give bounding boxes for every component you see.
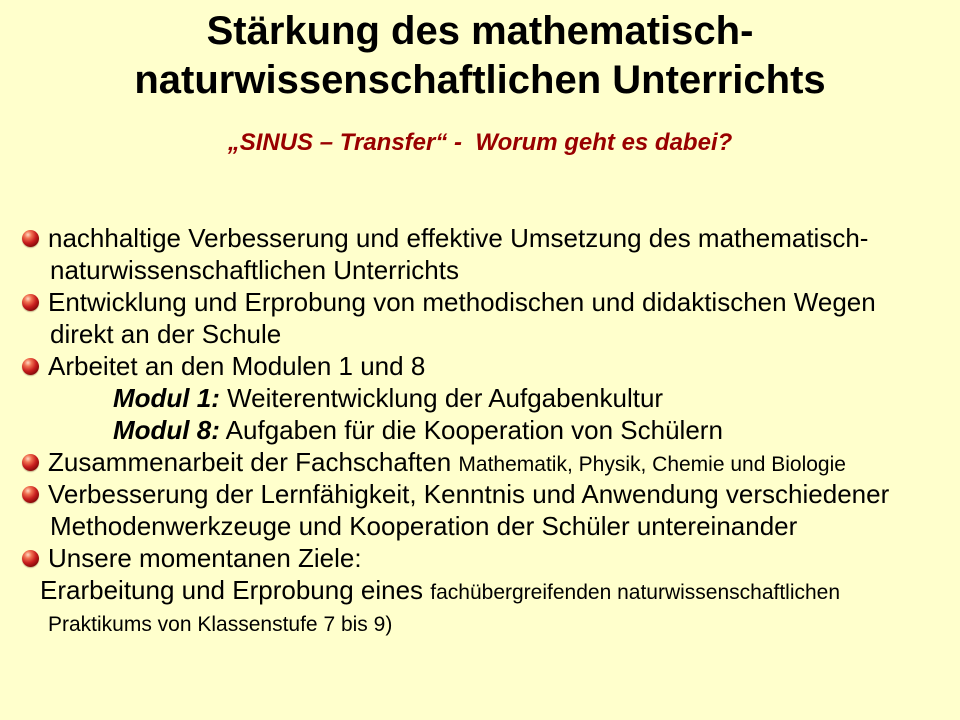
text-segment: Modul 1:: [113, 383, 220, 413]
list-item: [0, 286, 960, 318]
text-segment: Zusammenarbeit der Fachschaften: [48, 447, 459, 477]
bullet-ball-icon: [22, 454, 39, 471]
list-item: [0, 542, 960, 574]
text-segment: Weiterentwicklung der Aufgabenkultur: [219, 383, 664, 413]
list-item-text: [40, 574, 840, 609]
text-segment: Erarbeitung und Erprobung eines: [40, 575, 431, 605]
bullet-ball-icon: [22, 230, 39, 247]
text-segment: fachübergreifenden naturwissenschaftlichen: [430, 581, 841, 604]
slide-title-line-2: naturwissenschaftlichen Unterrichts: [134, 58, 826, 102]
list-item-text: [48, 286, 876, 318]
list-item-text: [48, 222, 868, 254]
list-item: [0, 382, 960, 414]
list-item: [0, 478, 960, 510]
text-segment: Unsere momentanen Ziele:: [48, 543, 362, 573]
list-item-text: [113, 382, 663, 414]
bullet-ball-icon: [22, 358, 39, 375]
list-item-text: [48, 446, 846, 481]
text-segment: Modul 8:: [113, 415, 220, 445]
text-segment: Verbesserung der Lernfähigkeit, Kenntnis und Anwendung verschiedener: [48, 479, 890, 509]
list-item: [0, 574, 960, 606]
text-segment: direkt an der Schule: [50, 319, 282, 349]
list-item-text: [50, 318, 281, 350]
text-segment: Mathematik, Physik, Chemie und Biologie: [458, 453, 846, 476]
slide-subtitle: „SINUS – Transfer“ - Worum geht es dabei?: [227, 129, 733, 156]
text-segment: Arbeitet an den Modulen 1 und 8: [48, 351, 426, 381]
list-item: [0, 446, 960, 478]
bullet-ball-icon: [22, 550, 39, 567]
bullet-ball-icon: [22, 294, 39, 311]
list-item-text: [48, 350, 425, 382]
list-item: [0, 414, 960, 446]
bullet-ball-icon: [22, 486, 39, 503]
list-item: [0, 222, 960, 254]
list-item-text: [50, 254, 459, 286]
list-item: [0, 510, 960, 542]
text-segment: Praktikums von Klassenstufe 7 bis 9): [48, 613, 393, 636]
text-segment: naturwissenschaftlichen Unterrichts: [50, 255, 459, 285]
text-segment: nachhaltige Verbesserung und effektive Umsetzung des mathematisch-: [48, 223, 869, 253]
slide-title-line-1: Stärkung des mathematisch-: [206, 9, 754, 53]
text-segment: Methodenwerkzeuge und Kooperation der Schüler untereinander: [50, 511, 798, 541]
list-item-text: [50, 510, 797, 542]
list-item: [0, 254, 960, 286]
text-segment: Entwicklung und Erprobung von methodischen und didaktischen Wegen: [48, 287, 876, 317]
list-item-text: [48, 606, 392, 641]
list-item-text: [48, 478, 889, 510]
body-list: [0, 222, 960, 638]
list-item: [0, 318, 960, 350]
slide-title: [0, 7, 960, 105]
text-segment: Aufgaben für die Kooperation von Schülern: [219, 415, 723, 445]
list-item: [0, 350, 960, 382]
list-item-text: [113, 414, 723, 446]
list-item-text: [48, 542, 362, 574]
list-item: [0, 606, 960, 638]
